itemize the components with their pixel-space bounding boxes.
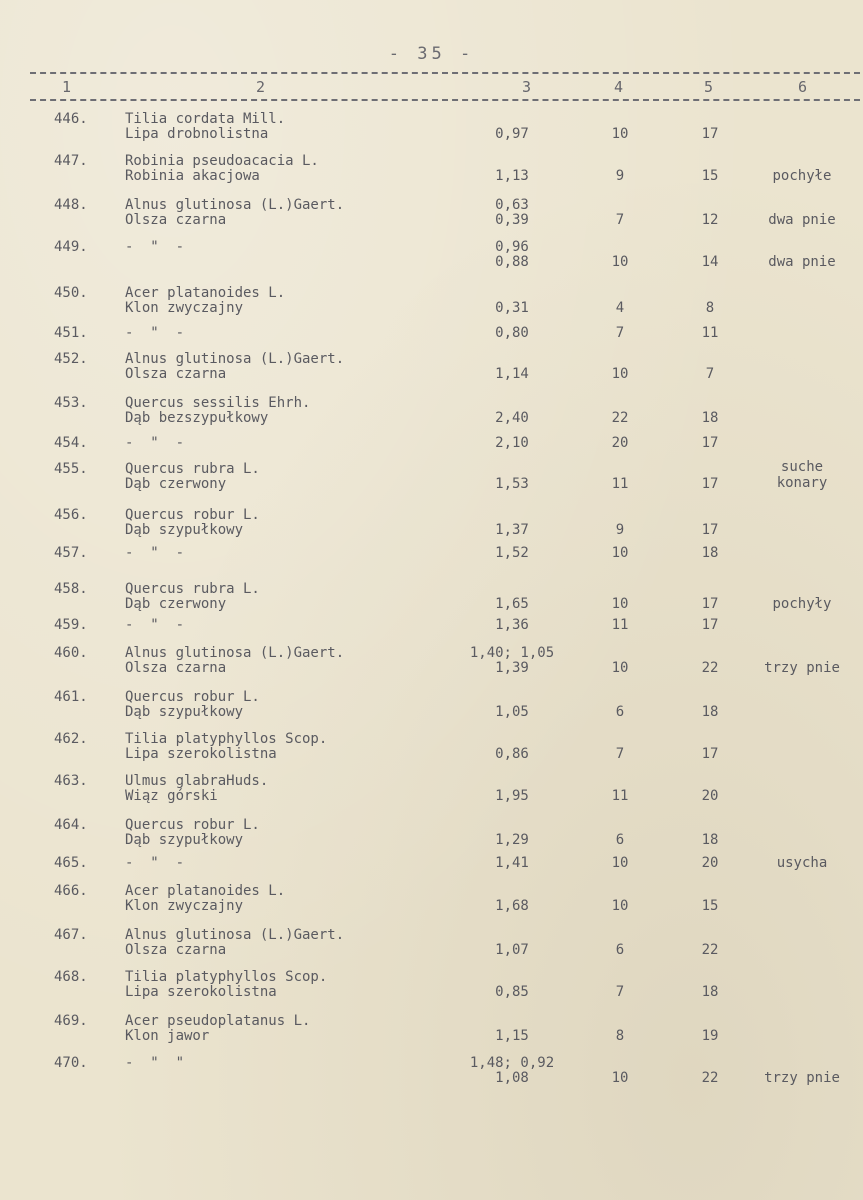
column-5-value: 17 bbox=[701, 617, 719, 633]
column-4-value: 11 bbox=[611, 617, 629, 633]
row-number: 470. bbox=[54, 1055, 88, 1071]
species-latin: - " - bbox=[125, 855, 185, 871]
species-latin: Alnus glutinosa (L.)Gaert. bbox=[125, 351, 345, 367]
column-5-value: 18 bbox=[701, 545, 719, 561]
species-polish: Dąb szypułkowy bbox=[125, 832, 244, 848]
column-5-value: 20 bbox=[701, 788, 719, 804]
species-polish: Klon zwyczajny bbox=[125, 300, 244, 316]
column-5-value: 14 bbox=[701, 254, 719, 270]
column-header-2: 2 bbox=[256, 78, 266, 96]
species-polish: Dąb czerwony bbox=[125, 476, 227, 492]
row-number: 452. bbox=[54, 351, 88, 367]
column-4-value: 7 bbox=[615, 212, 625, 228]
column-5-value: 8 bbox=[705, 300, 715, 316]
column-4-value: 7 bbox=[615, 746, 625, 762]
species-latin: Quercus robur L. bbox=[125, 507, 260, 523]
species-latin: - " - bbox=[125, 617, 185, 633]
column-5-value: 22 bbox=[701, 942, 719, 958]
column-5-value: 18 bbox=[701, 410, 719, 426]
measure-value: 1,95 bbox=[495, 788, 529, 804]
measure-value: 2,10 bbox=[495, 435, 529, 451]
species-latin: Quercus robur L. bbox=[125, 817, 260, 833]
species-polish: Dąb czerwony bbox=[125, 596, 227, 612]
row-number: 462. bbox=[54, 731, 88, 747]
species-latin: Quercus rubra L. bbox=[125, 461, 260, 477]
measure-value: 0,80 bbox=[495, 325, 529, 341]
column-4-value: 9 bbox=[615, 168, 625, 184]
column-4-value: 10 bbox=[611, 855, 629, 871]
measure-value: 1,39 bbox=[495, 660, 529, 676]
row-number: 465. bbox=[54, 855, 88, 871]
measure-value: 0,86 bbox=[495, 746, 529, 762]
column-5-value: 18 bbox=[701, 832, 719, 848]
column-4-value: 10 bbox=[611, 126, 629, 142]
row-number: 456. bbox=[54, 507, 88, 523]
column-4-value: 11 bbox=[611, 788, 629, 804]
species-polish: Olsza czarna bbox=[125, 942, 227, 958]
measure-value: 1,14 bbox=[495, 366, 529, 382]
measure-value: 0,85 bbox=[495, 984, 529, 1000]
species-latin: - " - bbox=[125, 325, 185, 341]
measure-value: 1,36 bbox=[495, 617, 529, 633]
remark: usycha bbox=[776, 855, 828, 871]
row-number: 467. bbox=[54, 927, 88, 943]
measure-value: 0,97 bbox=[495, 126, 529, 142]
row-number: 457. bbox=[54, 545, 88, 561]
row-number: 458. bbox=[54, 581, 88, 597]
column-4-value: 10 bbox=[611, 366, 629, 382]
measure-value: 1,53 bbox=[495, 476, 529, 492]
row-number: 453. bbox=[54, 395, 88, 411]
measure-value: 1,37 bbox=[495, 522, 529, 538]
column-header-5: 5 bbox=[704, 78, 714, 96]
species-polish: Wiąz górski bbox=[125, 788, 218, 804]
species-latin: Tilia platyphyllos Scop. bbox=[125, 731, 328, 747]
species-latin: - " - bbox=[125, 435, 185, 451]
species-latin: Acer platanoides L. bbox=[125, 285, 286, 301]
remark: dwa pnie bbox=[768, 212, 836, 228]
species-polish: Robinia akacjowa bbox=[125, 168, 260, 184]
species-polish: Klon jawor bbox=[125, 1028, 210, 1044]
column-4-value: 20 bbox=[611, 435, 629, 451]
column-4-value: 6 bbox=[615, 704, 625, 720]
row-number: 455. bbox=[54, 461, 88, 477]
measure-value: 0,31 bbox=[495, 300, 529, 316]
column-header-1: 1 bbox=[62, 78, 72, 96]
column-header-3: 3 bbox=[522, 78, 532, 96]
row-number: 460. bbox=[54, 645, 88, 661]
species-polish: Lipa drobnolistna bbox=[125, 126, 269, 142]
column-header-4: 4 bbox=[614, 78, 624, 96]
column-4-value: 7 bbox=[615, 984, 625, 1000]
column-5-value: 17 bbox=[701, 476, 719, 492]
measure-value-a: 1,48; 0,92 bbox=[469, 1055, 555, 1071]
species-latin: Robinia pseudoacacia L. bbox=[125, 153, 319, 169]
column-5-value: 7 bbox=[705, 366, 715, 382]
column-5-value: 17 bbox=[701, 126, 719, 142]
remark: dwa pnie bbox=[768, 254, 836, 270]
species-latin: Quercus sessilis Ehrh. bbox=[125, 395, 311, 411]
row-number: 464. bbox=[54, 817, 88, 833]
species-latin: - " - bbox=[125, 239, 185, 255]
measure-value: 1,68 bbox=[495, 898, 529, 914]
species-polish: Lipa szerokolistna bbox=[125, 746, 277, 762]
column-4-value: 22 bbox=[611, 410, 629, 426]
column-5-value: 18 bbox=[701, 984, 719, 1000]
row-number: 449. bbox=[54, 239, 88, 255]
species-polish: Lipa szerokolistna bbox=[125, 984, 277, 1000]
measure-value: 2,40 bbox=[495, 410, 529, 426]
row-number: 454. bbox=[54, 435, 88, 451]
measure-value: 0,39 bbox=[495, 212, 529, 228]
species-latin: - " - bbox=[125, 545, 185, 561]
column-5-value: 22 bbox=[701, 1070, 719, 1086]
header-rule-top bbox=[30, 72, 860, 74]
measure-value: 1,08 bbox=[495, 1070, 529, 1086]
column-4-value: 11 bbox=[611, 476, 629, 492]
species-polish: Dąb bezszypułkowy bbox=[125, 410, 269, 426]
species-polish: Dąb szypułkowy bbox=[125, 704, 244, 720]
remark: trzy pnie bbox=[764, 1070, 840, 1086]
row-number: 446. bbox=[54, 111, 88, 127]
column-4-value: 10 bbox=[611, 545, 629, 561]
column-5-value: 15 bbox=[701, 898, 719, 914]
row-number: 468. bbox=[54, 969, 88, 985]
row-number: 448. bbox=[54, 197, 88, 213]
species-latin: Tilia platyphyllos Scop. bbox=[125, 969, 328, 985]
remark: trzy pnie bbox=[764, 660, 840, 676]
column-header-6: 6 bbox=[798, 78, 808, 96]
column-4-value: 4 bbox=[615, 300, 625, 316]
species-latin: - " " bbox=[125, 1055, 185, 1071]
measure-value: 1,29 bbox=[495, 832, 529, 848]
remark: pochyłe bbox=[772, 168, 832, 184]
species-latin: Alnus glutinosa (L.)Gaert. bbox=[125, 927, 345, 943]
column-4-value: 6 bbox=[615, 832, 625, 848]
species-latin: Quercus rubra L. bbox=[125, 581, 260, 597]
row-number: 447. bbox=[54, 153, 88, 169]
species-latin: Alnus glutinosa (L.)Gaert. bbox=[125, 197, 345, 213]
species-polish: Olsza czarna bbox=[125, 212, 227, 228]
column-4-value: 9 bbox=[615, 522, 625, 538]
measure-value-a: 0,96 bbox=[495, 239, 529, 255]
species-latin: Tilia cordata Mill. bbox=[125, 111, 286, 127]
remark: pochyły bbox=[772, 596, 832, 612]
species-latin: Quercus robur L. bbox=[125, 689, 260, 705]
row-number: 466. bbox=[54, 883, 88, 899]
header-rule-bottom bbox=[30, 99, 860, 101]
species-latin: Alnus glutinosa (L.)Gaert. bbox=[125, 645, 345, 661]
column-5-value: 12 bbox=[701, 212, 719, 228]
species-polish: Dąb szypułkowy bbox=[125, 522, 244, 538]
species-polish: Olsza czarna bbox=[125, 366, 227, 382]
column-5-value: 20 bbox=[701, 855, 719, 871]
species-polish: Klon zwyczajny bbox=[125, 898, 244, 914]
remark-line-1: suche bbox=[780, 459, 824, 475]
measure-value-a: 1,40; 1,05 bbox=[469, 645, 555, 661]
measure-value: 1,07 bbox=[495, 942, 529, 958]
measure-value: 1,52 bbox=[495, 545, 529, 561]
column-4-value: 8 bbox=[615, 1028, 625, 1044]
measure-value: 0,88 bbox=[495, 254, 529, 270]
measure-value: 1,13 bbox=[495, 168, 529, 184]
row-number: 450. bbox=[54, 285, 88, 301]
species-latin: Acer pseudoplatanus L. bbox=[125, 1013, 311, 1029]
column-5-value: 19 bbox=[701, 1028, 719, 1044]
species-polish: Olsza czarna bbox=[125, 660, 227, 676]
column-5-value: 17 bbox=[701, 596, 719, 612]
column-5-value: 18 bbox=[701, 704, 719, 720]
column-5-value: 17 bbox=[701, 746, 719, 762]
column-4-value: 10 bbox=[611, 254, 629, 270]
page-number: - 35 - bbox=[388, 44, 475, 64]
measure-value: 1,41 bbox=[495, 855, 529, 871]
species-latin: Ulmus glabraHuds. bbox=[125, 773, 269, 789]
column-5-value: 17 bbox=[701, 435, 719, 451]
row-number: 461. bbox=[54, 689, 88, 705]
measure-value: 1,15 bbox=[495, 1028, 529, 1044]
measure-value-a: 0,63 bbox=[495, 197, 529, 213]
column-4-value: 10 bbox=[611, 898, 629, 914]
column-4-value: 10 bbox=[611, 1070, 629, 1086]
row-number: 463. bbox=[54, 773, 88, 789]
column-5-value: 17 bbox=[701, 522, 719, 538]
measure-value: 1,65 bbox=[495, 596, 529, 612]
row-number: 459. bbox=[54, 617, 88, 633]
column-4-value: 7 bbox=[615, 325, 625, 341]
row-number: 469. bbox=[54, 1013, 88, 1029]
remark: konary bbox=[776, 475, 828, 491]
column-5-value: 15 bbox=[701, 168, 719, 184]
measure-value: 1,05 bbox=[495, 704, 529, 720]
column-4-value: 6 bbox=[615, 942, 625, 958]
column-5-value: 11 bbox=[701, 325, 719, 341]
column-5-value: 22 bbox=[701, 660, 719, 676]
row-number: 451. bbox=[54, 325, 88, 341]
column-4-value: 10 bbox=[611, 596, 629, 612]
species-latin: Acer platanoides L. bbox=[125, 883, 286, 899]
column-4-value: 10 bbox=[611, 660, 629, 676]
